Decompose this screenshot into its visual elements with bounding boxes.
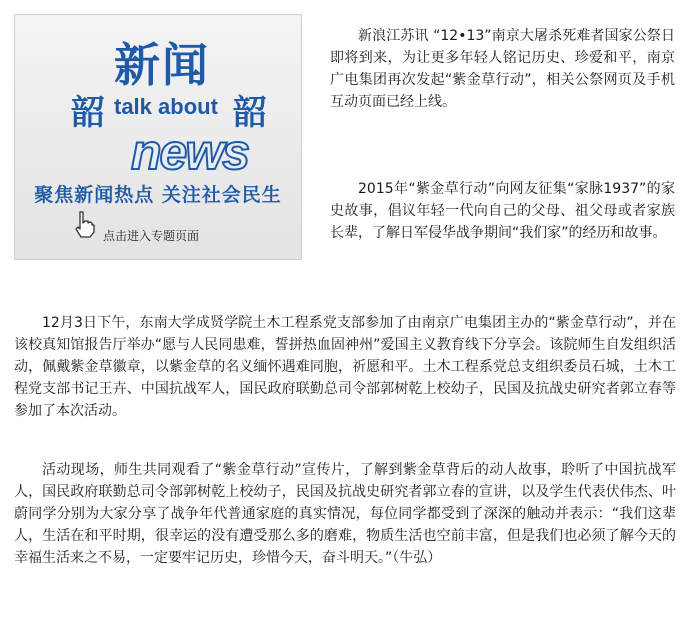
banner-logo-side-left: 韶 (71, 93, 105, 133)
pointer-hand-icon (72, 210, 96, 238)
banner-slogan: 聚焦新闻热点 关注社会民生 (34, 184, 282, 206)
article-paragraph: 活动现场，师生共同观看了“紫金草行动”宣传片，了解到紫金草背后的动人故事，聆听了中国抗战军人，国民政府联勤总司令部郭树乾上校幼子，民国及抗战史研究者郭立春的宣讲，以及学生代表伏伟杰、叶蔚同学分别为大家分享了战争年代普通家庭的真实情况，每位同学都受到了深深的触动并表示：“我们这辈人，生活在和平时期，很幸运的没有遭受那么多的磨难，物质生活也空前丰富，但是我们也必须了解今天的幸福生活来之不易，一定要牢记历史，珍惜今天，奋斗明天。”（牛弘） (14, 462, 676, 566)
banner-logo-title: 新闻 (114, 38, 210, 92)
banner-entry-link[interactable]: 点击进入专题页面 (103, 229, 200, 243)
article-paragraph: 新浪江苏讯 “12•13”南京大屠杀死难者国家公祭日即将到来，为让更多年轻人铭记历史、珍爱和平，南京广电集团再次发起“紫金草行动”，相关公祭网页及手机互动页面已经上线。 (330, 28, 675, 110)
article-paragraph: 2015年“紫金草行动”向网友征集“家脉1937”的家史故事，倡议年轻一代向自己的父母、祖父母或者家族长辈，了解日军侵华战争期间“我们家”的经历和故事。 (330, 181, 675, 241)
banner-news-wordmark: news (131, 124, 249, 180)
news-topic-banner[interactable] (14, 14, 302, 260)
banner-logo-side-right: 韶 (233, 93, 267, 133)
article-paragraph: 12月3日下午，东南大学成贤学院土木工程系党支部参加了由南京广电集团主办的“紫金草行动”，并在该校真知馆报告厅举办“愿与人民同患难，誓拼热血固神州”爱国主义教育线下分享会。该院师生自发组织活动，佩戴紫金草徽章，以紫金草的名义缅怀遇难同胞，祈愿和平。土木工程系党总支组织委员石城，土木工程党支部书记王卉、中国抗战军人，国民政府联勤总司令部郭树乾上校幼子，民国及抗战史研究者郭立春等参加了本次活动。 (14, 315, 676, 419)
banner-talk-about: talk about (114, 94, 218, 119)
